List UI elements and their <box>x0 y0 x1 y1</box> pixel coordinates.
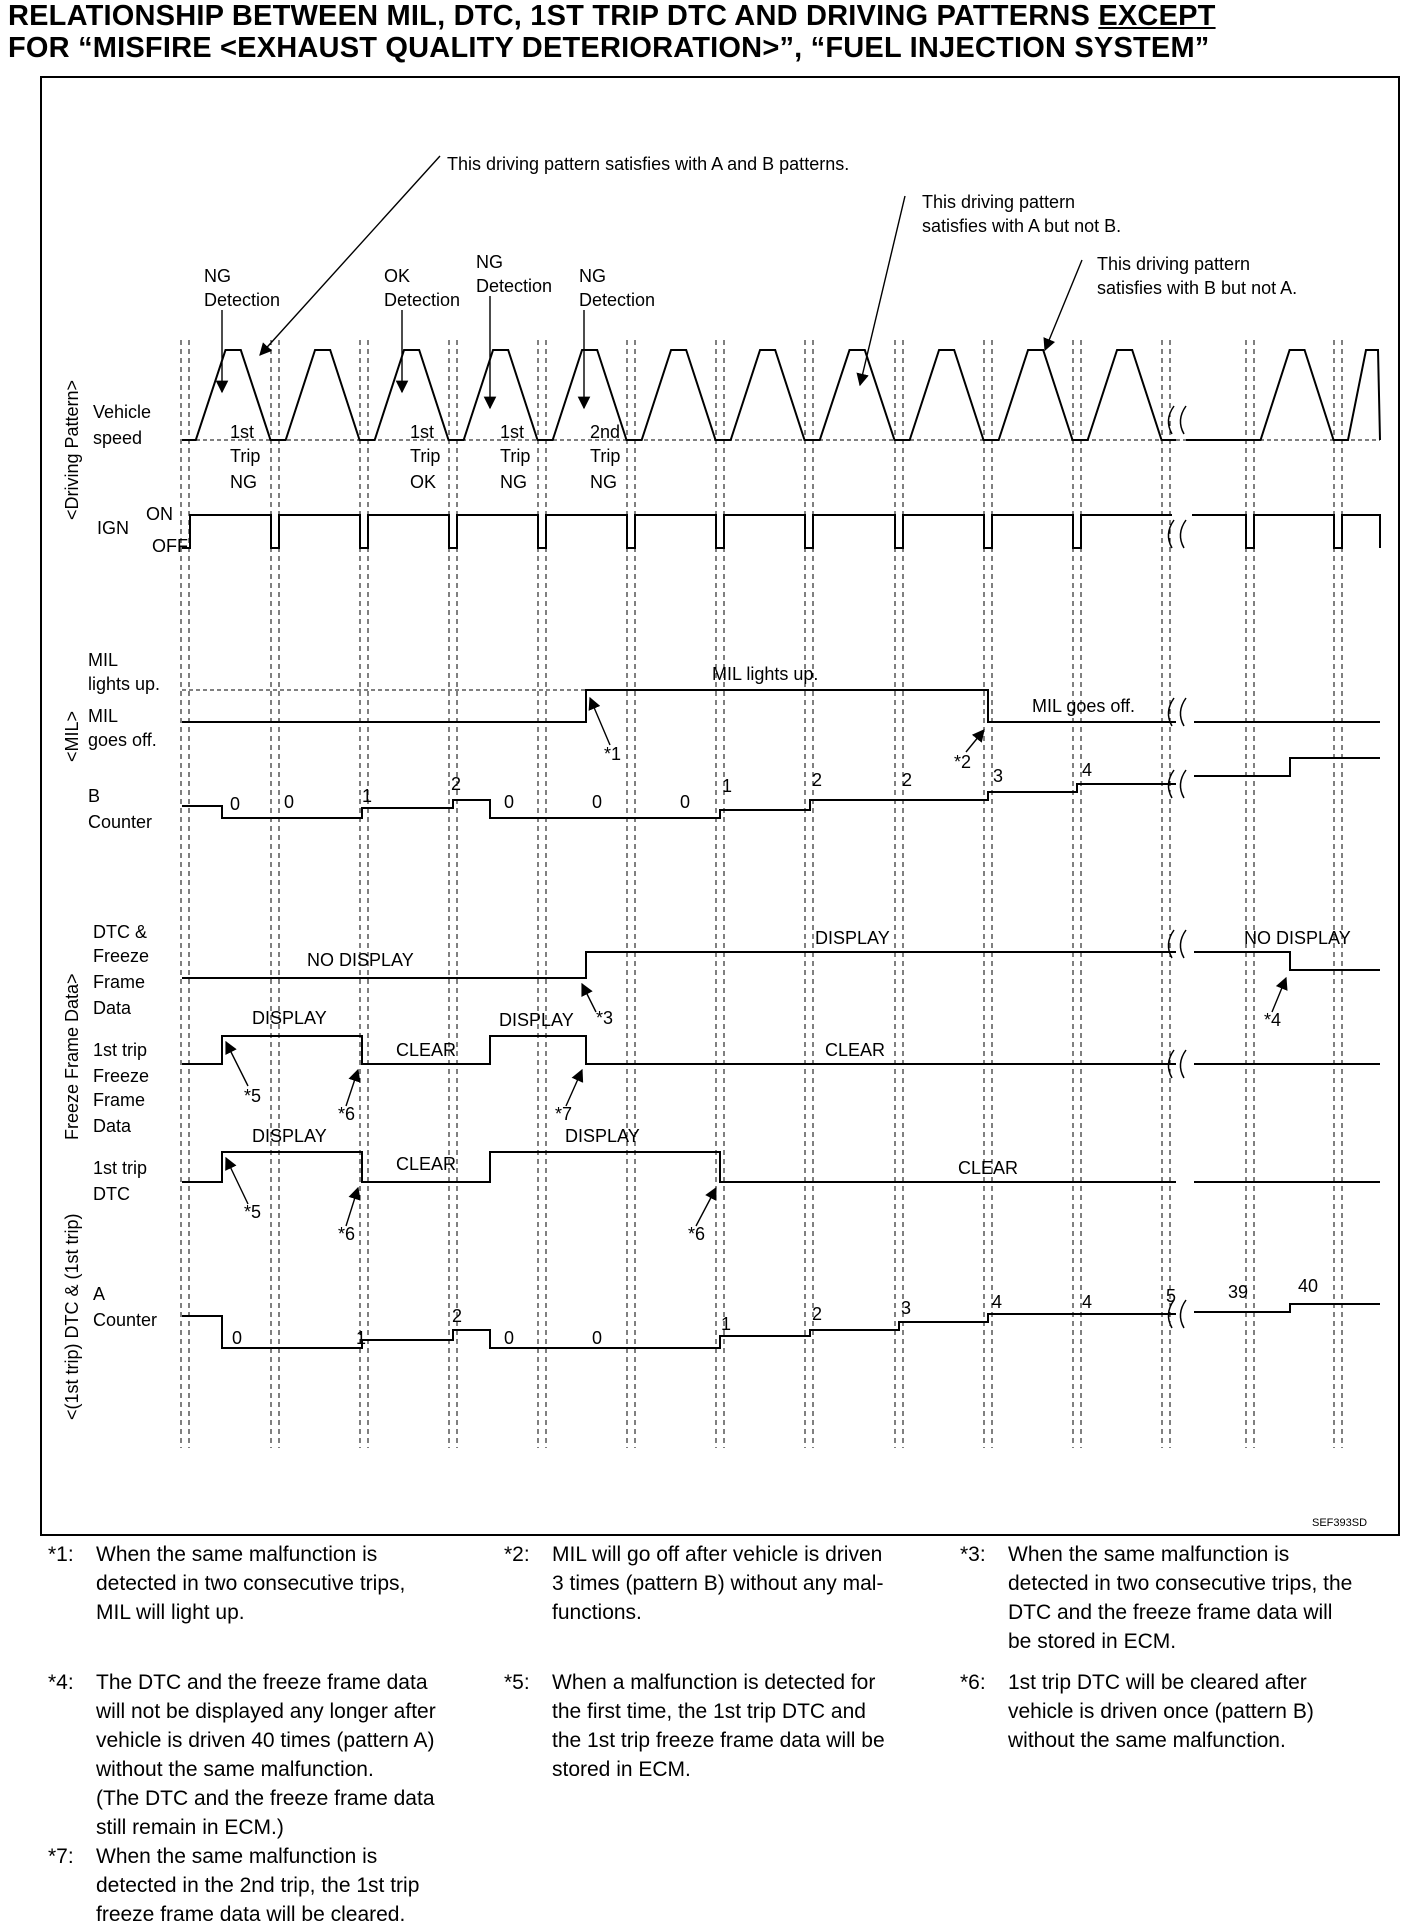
b-counter-value: 2 <box>451 774 462 794</box>
marker-6b: *6 <box>338 1224 356 1244</box>
callout-b-not-a-arrow <box>1045 260 1082 350</box>
trip-3-l1: 1st <box>500 422 525 442</box>
a-counter-value: 4 <box>1082 1292 1093 1312</box>
note-6-line: without the same malfunction. <box>1008 1729 1286 1752</box>
row-b-counter-1: B <box>88 786 101 806</box>
trip-4-l2: Trip <box>590 446 621 466</box>
first-trip-dtc-waveform <box>182 1152 1380 1182</box>
note-5-line: When a malfunction is detected for <box>552 1671 876 1694</box>
a-counter-value: 0 <box>504 1328 515 1348</box>
row-a-counter-2: Counter <box>93 1310 158 1330</box>
row-ff1-2: Freeze <box>93 1066 150 1086</box>
b-counter-value: 2 <box>812 770 823 790</box>
note-7-num: *7: <box>48 1845 74 1868</box>
callout-a-b-arrow <box>260 156 440 355</box>
vehicle-speed-waveform <box>182 350 1380 440</box>
note-3-line: detected in two consecutive trips, the <box>1008 1572 1353 1595</box>
note-4-line: still remain in ECM.) <box>96 1816 284 1839</box>
marker-5a: *5 <box>244 1086 262 1106</box>
row-ff1-1: 1st trip <box>93 1040 148 1060</box>
break-symbol <box>1168 406 1186 434</box>
trip-label-2 <box>410 422 440 492</box>
note-2-line: MIL will go off after vehicle is driven <box>552 1543 883 1566</box>
row-mil-up-2: lights up. <box>88 674 161 694</box>
trip-label-4 <box>590 422 620 492</box>
trip-1-l2: Trip <box>230 446 261 466</box>
detection-3-l2: Detection <box>476 276 553 296</box>
side-label-driving-pattern: <Driving Pattern> <box>62 379 82 520</box>
row-ign-on: ON <box>146 504 173 524</box>
detection-2-l2: Detection <box>384 290 461 310</box>
callout-a-and-b: This driving pattern satisfies with A and B patterns. <box>447 154 850 174</box>
row-dtc1-1: 1st trip <box>93 1158 148 1178</box>
note-5-line: the 1st trip freeze frame data will be <box>552 1729 885 1752</box>
detection-3-l1: NG <box>476 252 503 272</box>
b-counter-value: 0 <box>592 792 603 812</box>
a-counter-value: 1 <box>356 1328 367 1348</box>
marker-6c: *6 <box>688 1224 706 1244</box>
row-dtc-ff-4: Data <box>93 998 132 1018</box>
state-dtc-display-1: DISPLAY <box>252 1126 327 1146</box>
note-4-line: vehicle is driven 40 times (pattern A) <box>96 1729 435 1752</box>
row-vehicle-speed-1: Vehicle <box>93 402 152 422</box>
b-counter-value: 0 <box>680 792 691 812</box>
marker-5a-arrow <box>226 1042 248 1086</box>
a-counter-value: 3 <box>901 1298 912 1318</box>
a-counter-value: 0 <box>232 1328 243 1348</box>
a-counter-value: 0 <box>592 1328 603 1348</box>
trip-label-1 <box>230 422 260 492</box>
b-counter-value: 0 <box>504 792 515 812</box>
side-label-mil: <MIL> <box>62 710 82 762</box>
row-b-counter-2: Counter <box>88 812 153 832</box>
note-4-num: *4: <box>48 1671 74 1694</box>
note-2-num: *2: <box>504 1543 530 1566</box>
note-3-line: DTC and the freeze frame data will <box>1008 1601 1333 1624</box>
state-ff-clear-1: CLEAR <box>396 1040 457 1060</box>
b-counter-value: 1 <box>722 776 733 796</box>
row-ign: IGN <box>97 518 130 538</box>
state-display: DISPLAY <box>815 928 890 948</box>
marker-3-arrow <box>582 984 596 1012</box>
b-counter-value: 2 <box>902 770 913 790</box>
callout-a-not-b-arrow <box>860 196 905 385</box>
marker-4-arrow <box>1272 978 1286 1012</box>
b-counter-value: 0 <box>284 792 295 812</box>
figure-code: SEF393SD <box>1312 1517 1368 1529</box>
row-dtc-ff-3: Frame <box>93 972 146 992</box>
callout-a-not-b-2: satisfies with A but not B. <box>922 216 1122 236</box>
state-dtc-clear-1: CLEAR <box>396 1154 457 1174</box>
marker-7: *7 <box>555 1104 573 1124</box>
marker-7-arrow <box>566 1070 582 1106</box>
a-counter-value: 39 <box>1228 1282 1249 1302</box>
note-4-line: without the same malfunction. <box>96 1758 374 1781</box>
break-symbol <box>1168 930 1186 958</box>
state-ff-clear-2: CLEAR <box>825 1040 886 1060</box>
row-mil-off-2: goes off. <box>88 730 157 750</box>
marker-2: *2 <box>954 752 972 772</box>
a-counter-value: 2 <box>812 1304 823 1324</box>
title-line-1-text: RELATIONSHIP BETWEEN MIL, DTC, 1ST TRIP DTC AND DRIVING PATTERNS <box>8 0 1099 32</box>
marker-4: *4 <box>1264 1010 1282 1030</box>
trip-3-l3: NG <box>500 472 527 492</box>
marker-1: *1 <box>604 744 622 764</box>
detection-4-l1: NG <box>579 266 606 286</box>
state-ff-display-1: DISPLAY <box>252 1008 327 1028</box>
detection-1-l1: NG <box>204 266 231 286</box>
state-ff-display-2: DISPLAY <box>499 1010 574 1030</box>
trip-2-l2: Trip <box>410 446 441 466</box>
trip-4-l3: NG <box>590 472 617 492</box>
trip-1-l1: 1st <box>230 422 255 442</box>
marker-1-arrow <box>590 698 610 745</box>
trip-1-l3: NG <box>230 472 257 492</box>
note-7-line: detected in the 2nd trip, the 1st trip <box>96 1874 420 1897</box>
note-2-line: functions. <box>552 1601 642 1624</box>
detection-2-l1: OK <box>384 266 411 286</box>
detection-4-l2: Detection <box>579 290 656 310</box>
state-dtc-display-2: DISPLAY <box>565 1126 640 1146</box>
row-a-counter-1: A <box>93 1284 106 1304</box>
b-counter-value: 4 <box>1082 760 1093 780</box>
title-line-2: FOR “MISFIRE <EXHAUST QUALITY DETERIORATION>”, “FUEL INJECTION SYSTEM” <box>8 32 1210 64</box>
note-6-line: 1st trip DTC will be cleared after <box>1008 1671 1307 1694</box>
trip-divider-lines <box>181 340 1342 1448</box>
row-vehicle-speed-2: speed <box>93 428 143 448</box>
b-counter-value: 3 <box>993 766 1004 786</box>
row-mil-off-1: MIL <box>88 706 119 726</box>
state-mil-lights-up: MIL lights up. <box>712 664 819 684</box>
row-ff1-3: Frame <box>93 1090 146 1110</box>
marker-3: *3 <box>596 1008 614 1028</box>
state-no-display: NO DISPLAY <box>307 950 414 970</box>
state-mil-goes-off: MIL goes off. <box>1032 696 1136 716</box>
side-label-dtc: <(1st trip) DTC & (1st trip) <box>62 1213 82 1420</box>
marker-6a-arrow <box>346 1070 358 1106</box>
trip-2-l1: 1st <box>410 422 435 442</box>
callout-b-not-a-2: satisfies with B but not A. <box>1097 278 1298 298</box>
side-label-freeze-frame: Freeze Frame Data> <box>62 973 82 1140</box>
marker-5b: *5 <box>244 1202 262 1222</box>
note-5-line: the first time, the 1st trip DTC and <box>552 1700 866 1723</box>
marker-6c-arrow <box>696 1188 716 1226</box>
row-dtc1-2: DTC <box>93 1184 130 1204</box>
b-counter-value: 0 <box>230 794 241 814</box>
trip-2-l3: OK <box>410 472 437 492</box>
callout-b-not-a-1: This driving pattern <box>1097 254 1251 274</box>
row-ff1-4: Data <box>93 1116 132 1136</box>
note-1-line: MIL will light up. <box>96 1601 245 1624</box>
row-mil-up-1: MIL <box>88 650 119 670</box>
note-5-num: *5: <box>504 1671 530 1694</box>
note-5-line: stored in ECM. <box>552 1758 691 1781</box>
note-6-num: *6: <box>960 1671 986 1694</box>
a-counter-value: 5 <box>1166 1286 1177 1306</box>
trip-4-l1: 2nd <box>590 422 621 442</box>
note-2-line: 3 times (pattern B) without any mal- <box>552 1572 884 1595</box>
note-1-num: *1: <box>48 1543 74 1566</box>
marker-5b-arrow <box>226 1158 248 1204</box>
note-1-line: When the same malfunction is <box>96 1543 378 1566</box>
note-3-line: be stored in ECM. <box>1008 1630 1177 1653</box>
break-symbol <box>1168 520 1186 548</box>
trip-label-3 <box>500 422 530 492</box>
note-3-line: When the same malfunction is <box>1008 1543 1290 1566</box>
marker-6a: *6 <box>338 1104 356 1124</box>
note-1-line: detected in two consecutive trips, <box>96 1572 406 1595</box>
note-4-line: will not be displayed any longer after <box>96 1700 436 1723</box>
note-7-line: When the same malfunction is <box>96 1845 378 1868</box>
a-counter-value: 40 <box>1298 1276 1319 1296</box>
note-4-line: The DTC and the freeze frame data <box>96 1671 428 1694</box>
marker-2-arrow <box>966 730 984 752</box>
b-counter-value: 1 <box>362 786 373 806</box>
mil-waveform <box>182 690 1380 722</box>
first-trip-freeze-frame-waveform <box>182 1036 1380 1064</box>
row-dtc-ff-2: Freeze <box>93 946 150 966</box>
note-4-line: (The DTC and the freeze frame data <box>96 1787 435 1810</box>
note-3-num: *3: <box>960 1543 986 1566</box>
state-dtc-clear-2: CLEAR <box>958 1158 1019 1178</box>
note-7-line: freeze frame data will be cleared. <box>96 1903 406 1926</box>
title-except: EXCEPT <box>1098 0 1216 32</box>
trip-3-l2: Trip <box>500 446 531 466</box>
a-counter-value: 2 <box>452 1306 463 1326</box>
row-dtc-ff-1: DTC & <box>93 922 147 942</box>
note-6-line: vehicle is driven once (pattern B) <box>1008 1700 1314 1723</box>
detection-1-l2: Detection <box>204 290 281 310</box>
ign-waveform <box>182 515 1380 548</box>
callout-a-not-b-1: This driving pattern <box>922 192 1076 212</box>
state-no-display-2: NO DISPLAY <box>1244 928 1351 948</box>
a-counter-value: 1 <box>721 1314 732 1334</box>
marker-6b-arrow <box>346 1188 358 1226</box>
a-counter-value: 4 <box>992 1292 1003 1312</box>
row-ign-off: OFF <box>152 536 188 556</box>
